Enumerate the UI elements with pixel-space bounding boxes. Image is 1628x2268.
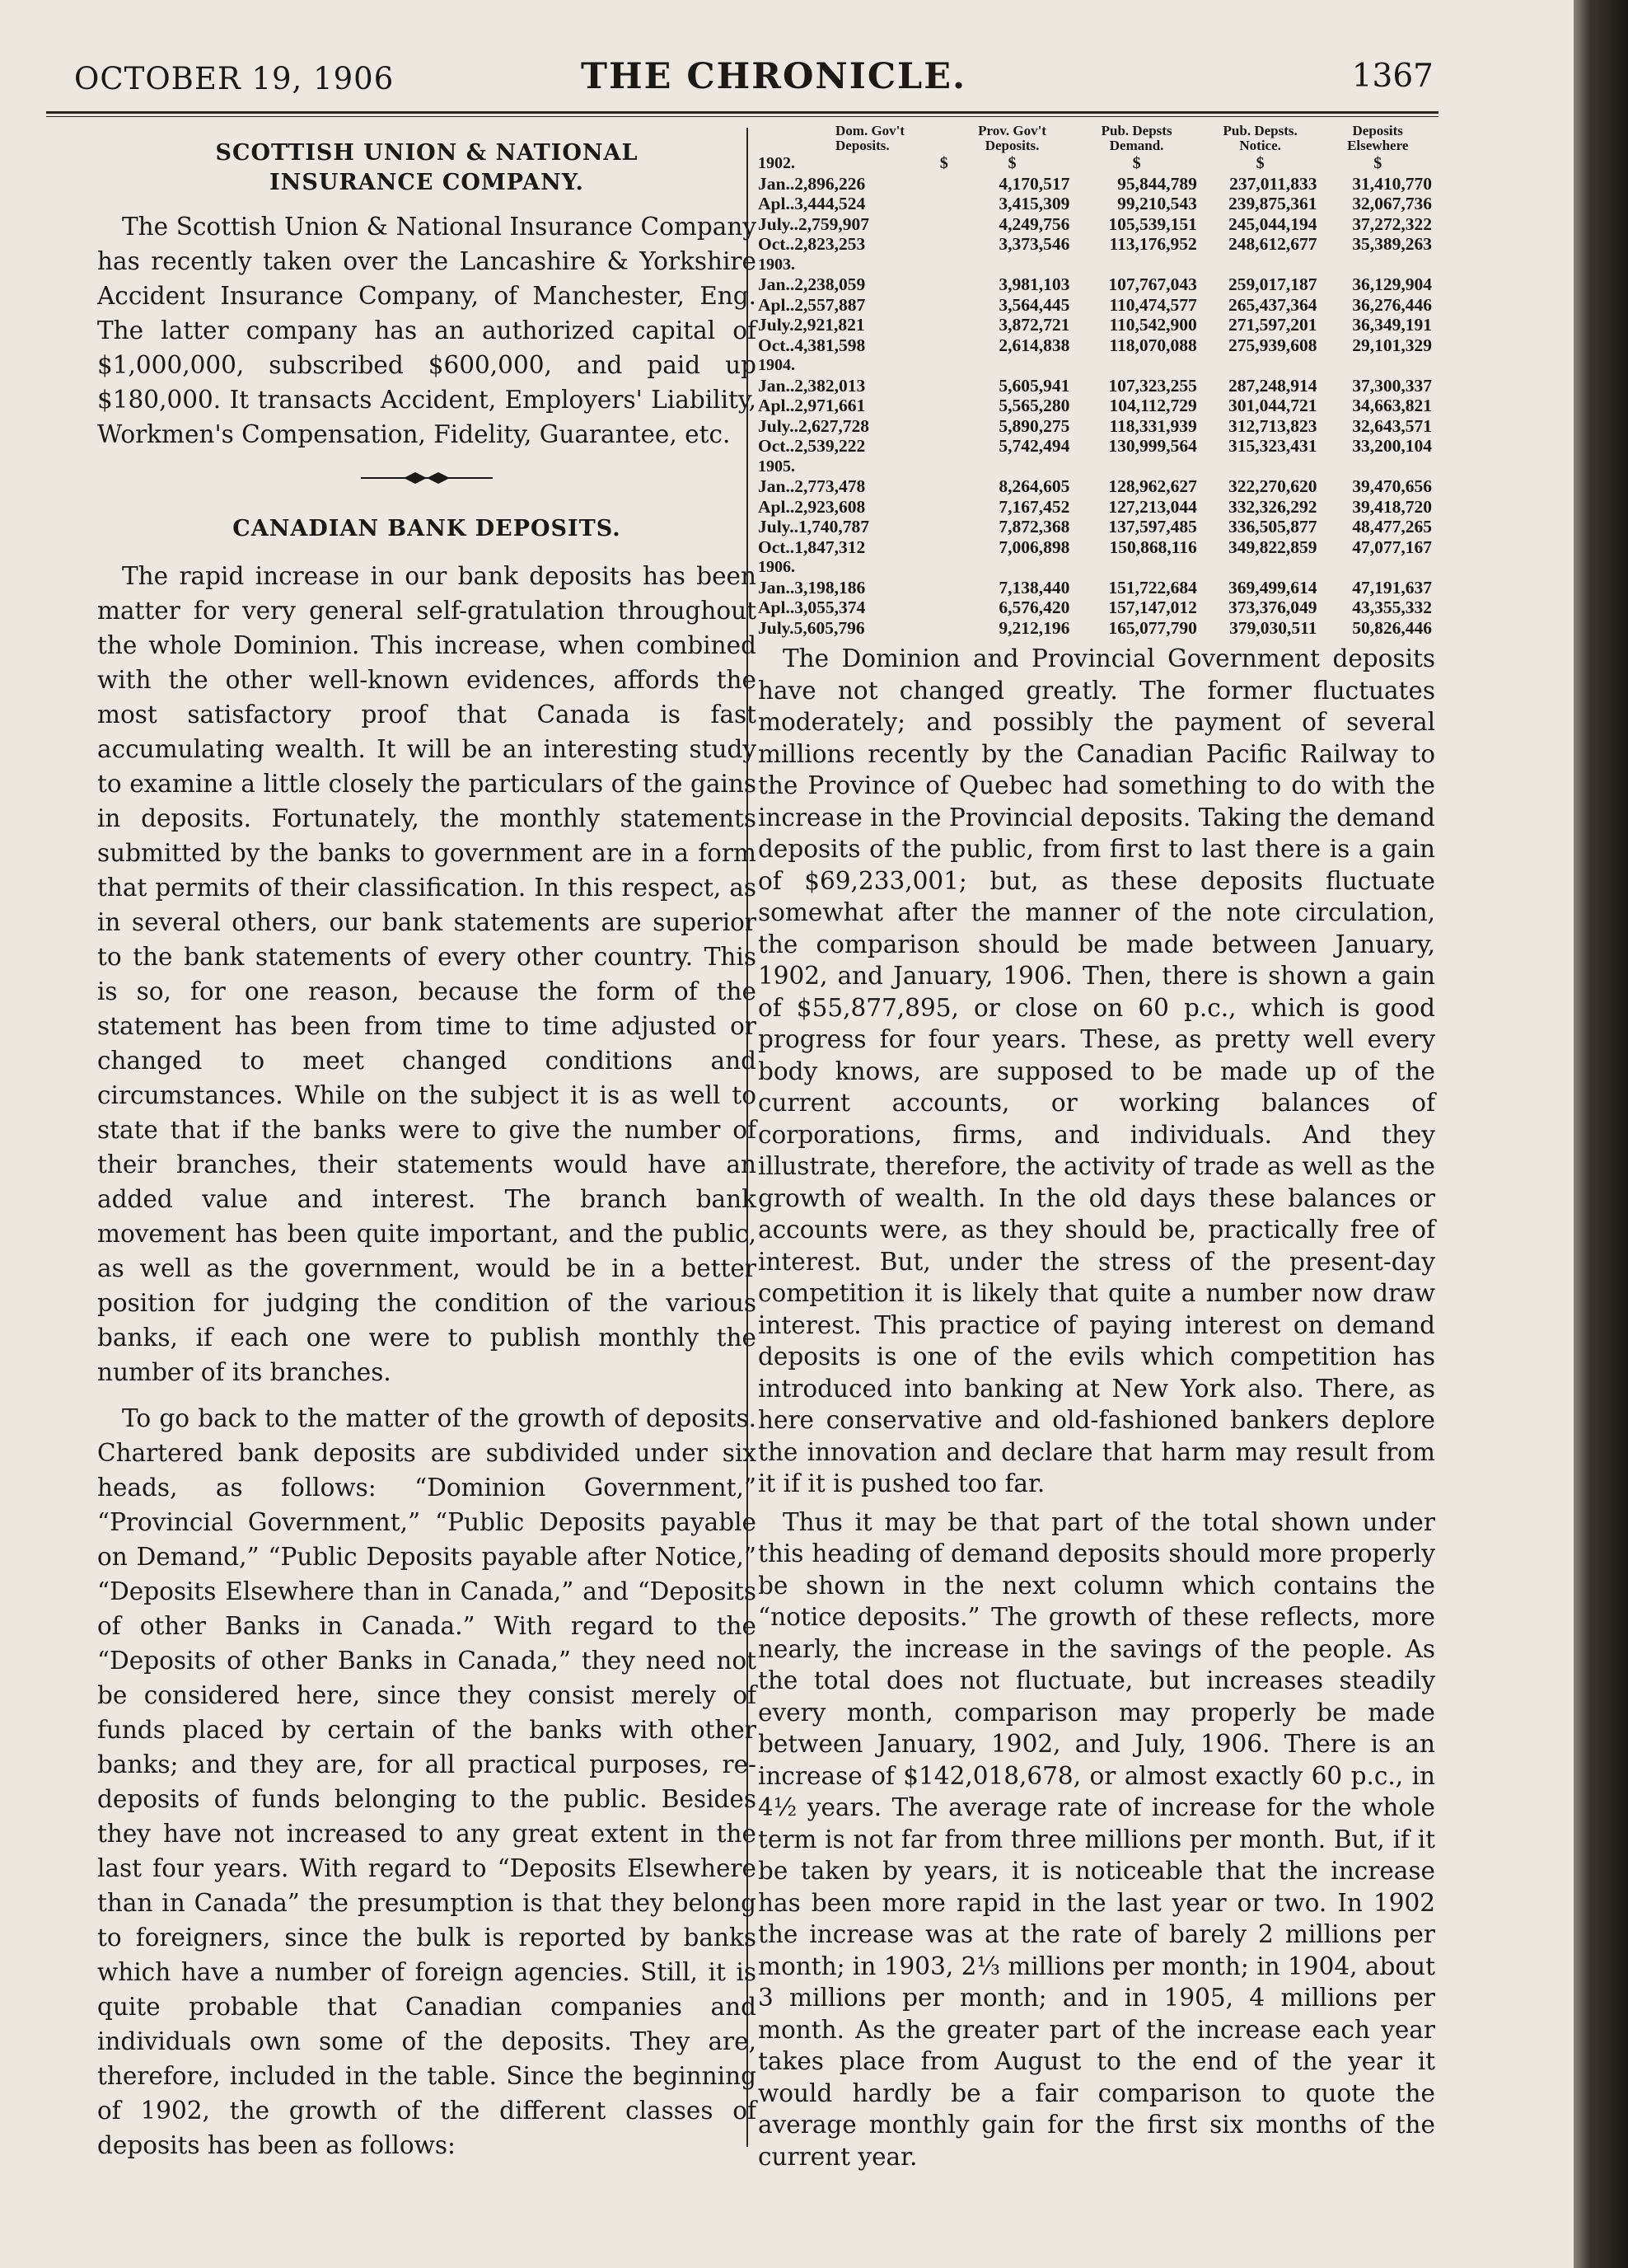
- prov-gov-value: 4,170,517: [999, 173, 1070, 194]
- elsewhere-value: 36,349,191: [1352, 315, 1432, 335]
- elsewhere-value: 37,300,337: [1352, 375, 1432, 396]
- right-paragraph-2: Thus it may be that part of the total shown under this heading of demand deposits should more properly be shown in the next column which contains the “notice deposits.” The growth of these reflects, more nearly, the increase in the savings of the people. As the total does not fluctuate, but increases steadily every month, comparison may properly be made between January, 1902, and July, 1906. There is an increase of $142,018,678, or almost exactly 60 p.c., in 4½ years. The average rate of increase for the whole term is not far from three millions per month. But, if it be taken by years, it is noticeable that the increase has been more rapid in the last year or two. In 1902 the increase was at the rate of barely 2 millions per month; in 1903, 2⅓ millions per month; in 1904, about 3 millions per month; and in 1905, 4 millions per month. As the greater part of the increase each year takes place from August to the end of the year it would hardly be a fair comparison to quote the average monthly gain for the first six months of the current year.: [758, 1507, 1435, 2171]
- book-binding-edge: [1574, 0, 1628, 2268]
- spacer-cell: [1073, 557, 1200, 578]
- table-row: [758, 618, 1435, 639]
- col-header-elsewhere: Deposits Elsewhere: [1347, 123, 1409, 153]
- pub-notice-value: 239,875,361: [1228, 194, 1317, 213]
- pub-notice-value: 265,437,364: [1228, 294, 1317, 315]
- pub-notice-value: 248,612,677: [1228, 234, 1317, 254]
- header-rule-thin: [46, 116, 1439, 117]
- spacer-cell: [952, 255, 1074, 275]
- spacer-cell: [835, 355, 952, 376]
- year-label: 1902.: [758, 154, 795, 172]
- dom-gov-value: 2,921,821: [793, 315, 865, 335]
- prov-gov-value: 2,614,838: [999, 335, 1070, 355]
- currency-symbol: $: [1256, 154, 1265, 172]
- table-row: [758, 497, 1435, 518]
- pub-notice-value: 373,376,049: [1228, 597, 1317, 617]
- dom-gov-value: 1,847,312: [794, 537, 866, 557]
- month-cell: [758, 234, 952, 255]
- dom-gov-value: 2,627,728: [798, 415, 869, 436]
- prov-gov-value: 7,138,440: [999, 577, 1070, 597]
- header-page-number: 1367: [1351, 58, 1434, 95]
- spacer-cell: [1200, 457, 1321, 477]
- table-row: [758, 274, 1435, 295]
- month-cell: [758, 174, 952, 194]
- col-header-dom-gov: Dom. Gov't Deposits.: [835, 123, 905, 153]
- table-row: [758, 537, 1435, 558]
- pub-notice-value: 336,505,877: [1228, 517, 1317, 537]
- dom-gov-value: 2,923,608: [794, 496, 866, 517]
- pub-notice-value: 287,248,914: [1228, 375, 1317, 396]
- currency-symbol: $: [1132, 154, 1141, 172]
- pub-notice-value: 237,011,833: [1229, 173, 1317, 194]
- pub-notice-value: 349,822,859: [1228, 537, 1317, 557]
- table-row: [758, 174, 1435, 194]
- table-row: [758, 476, 1435, 497]
- month-label: Apl..: [758, 194, 795, 213]
- month-cell: [758, 396, 952, 416]
- month-cell: [758, 517, 952, 537]
- table-body: [758, 153, 1435, 638]
- canadian-paragraph-2: To go back to the matter of the growth of deposits. Chartered bank deposits are subdivided under six heads, as follows: “Dominion Government,” “Provincial Government,” “Public Deposits payable on Demand,” “Public Deposits payable after Notice,” “Deposits Elsewhere than in Canada,” and “Deposits of other Banks in Canada.” With regard to the “Deposits of other Banks in Canada,” they need not be considered here, since they consist merely of funds placed by certain of the banks with other banks; and they are, for all practical purposes, re-deposits of funds belonging to the public. Besides they have not increased to any great extent in the last four years. With regard to “Deposits Elsewhere than in Canada” the presumption is that they belong to foreigners, since the bulk is reported by banks which have a number of foreign agencies. Still, it is quite probable that Canadian companies and individuals own some of the deposits. They are, therefore, included in the table. Since the beginning of 1902, the growth of the different classes of deposits has been as follows:: [97, 1404, 756, 2159]
- currency-symbol: $: [1008, 154, 1017, 172]
- spacer-cell: [1320, 255, 1435, 275]
- spacer-cell: [1200, 355, 1321, 376]
- pub-notice-value: 332,326,292: [1228, 496, 1317, 517]
- pub-notice-value: 369,499,614: [1228, 577, 1317, 597]
- month-cell: [758, 578, 952, 598]
- spacer-cell: [835, 457, 952, 477]
- spacer-cell: [952, 355, 1074, 376]
- prov-gov-value: 7,006,898: [999, 537, 1070, 557]
- table-row: [758, 416, 1435, 437]
- pub-demand-value: 128,962,627: [1108, 476, 1197, 496]
- spacer-cell: [1320, 457, 1435, 477]
- table-year-row: [758, 457, 1435, 477]
- pub-notice-value: 312,713,823: [1228, 415, 1317, 436]
- pub-demand-value: 137,597,485: [1108, 517, 1197, 537]
- month-cell: [758, 416, 952, 437]
- spacer-cell: [1073, 255, 1200, 275]
- elsewhere-value: 47,077,167: [1352, 537, 1432, 557]
- prov-gov-value: 3,981,103: [999, 274, 1070, 294]
- pub-demand-value: 95,844,789: [1117, 173, 1197, 194]
- pub-demand-value: 118,331,939: [1109, 415, 1197, 436]
- pub-demand-value: 107,323,255: [1108, 375, 1197, 396]
- pub-notice-value: 379,030,511: [1229, 617, 1317, 638]
- col-header-pub-notice: Pub. Depsts. Notice.: [1223, 123, 1298, 153]
- pub-demand-value: 113,176,952: [1109, 234, 1197, 254]
- table-row: [758, 578, 1435, 598]
- month-cell: [758, 618, 952, 639]
- table-row: [758, 396, 1435, 416]
- table-row: [758, 315, 1435, 335]
- elsewhere-value: 29,101,329: [1352, 335, 1432, 355]
- table-row: [758, 295, 1435, 316]
- month-cell: [758, 315, 952, 335]
- pub-demand-value: 105,539,151: [1108, 213, 1197, 234]
- elsewhere-value: 39,470,656: [1352, 476, 1432, 496]
- prov-gov-value: 6,576,420: [999, 597, 1070, 617]
- elsewhere-value: 50,826,446: [1352, 617, 1432, 638]
- table-year-row: [758, 153, 1435, 174]
- prov-gov-value: 3,415,309: [999, 194, 1070, 213]
- right-column: [758, 124, 1435, 2172]
- elsewhere-value: 37,272,322: [1352, 213, 1432, 234]
- dom-gov-value: 2,539,222: [794, 436, 866, 456]
- elsewhere-value: 35,389,263: [1352, 234, 1432, 254]
- month-label: Jan..: [758, 274, 795, 294]
- dom-gov-value: 2,773,478: [794, 476, 866, 496]
- month-label: Jan..: [758, 476, 795, 496]
- pub-demand-value: 130,999,564: [1108, 436, 1197, 456]
- pub-demand-value: 150,868,116: [1109, 537, 1197, 557]
- prov-gov-value: 5,605,941: [999, 375, 1070, 396]
- elsewhere-value: 32,643,571: [1352, 415, 1432, 436]
- year-label: 1905.: [758, 457, 795, 476]
- spacer-cell: [952, 557, 1074, 578]
- scottish-paragraph: The Scottish Union & National Insurance Company has recently taken over the Lancashire & Yorkshire Accident Insurance Company, of Manchester, Eng. The latter company has an authorized capital of $1,000,000, subscribed $600,000, and paid up $180,000. It transacts Accident, Employers' Liability, Workmen's Compensation, Fidelity, Guarantee, etc.: [97, 213, 756, 448]
- pub-notice-value: 315,323,431: [1228, 436, 1317, 456]
- scottish-heading: SCOTTISH UNION & NATIONAL INSURANCE COMPANY.: [215, 140, 639, 195]
- month-label: Jan..: [758, 577, 795, 597]
- spacer-cell: [952, 457, 1074, 477]
- header-title: THE CHRONICLE.: [581, 56, 967, 97]
- month-label: Oct..: [758, 234, 795, 254]
- page-header: [41, 33, 1434, 99]
- month-cell: [758, 214, 952, 235]
- pub-demand-value: 104,112,729: [1109, 396, 1197, 415]
- section-ornament: [97, 468, 756, 493]
- table-row: [758, 234, 1435, 255]
- spacer-cell: [1320, 355, 1435, 376]
- dom-gov-value: 1,740,787: [798, 517, 869, 537]
- dom-gov-value: 2,238,059: [794, 274, 866, 294]
- pub-demand-value: 110,542,900: [1109, 315, 1197, 335]
- month-cell: [758, 497, 952, 518]
- pub-demand-value: 99,210,543: [1117, 194, 1197, 213]
- prov-gov-value: 3,373,546: [999, 234, 1070, 254]
- table-row: [758, 436, 1435, 457]
- prov-gov-value: 5,742,494: [999, 436, 1070, 456]
- month-cell: [758, 597, 952, 618]
- prov-gov-value: 5,565,280: [999, 396, 1070, 415]
- table-row: [758, 335, 1435, 356]
- header-date: OCTOBER 19, 1906: [74, 61, 395, 96]
- elsewhere-value: 33,200,104: [1352, 436, 1432, 456]
- elsewhere-value: 36,129,904: [1352, 274, 1432, 294]
- elsewhere-value: 34,663,821: [1352, 396, 1432, 415]
- dom-gov-value: 4,381,598: [794, 335, 866, 355]
- month-cell: [758, 436, 952, 457]
- table-row: [758, 194, 1435, 214]
- table-row: [758, 597, 1435, 618]
- dom-gov-value: 5,605,796: [793, 617, 865, 638]
- table-row: [758, 517, 1435, 537]
- left-column: [97, 132, 756, 2163]
- col-header-prov-gov: Prov. Gov't Deposits.: [978, 123, 1046, 153]
- elsewhere-value: 47,191,637: [1352, 577, 1432, 597]
- right-paragraph-1: The Dominion and Provincial Government deposits have not changed greatly. The former fluctuates moderately; and possibly the payment of several millions recently by the Canadian Pacific Railway to the Province of Quebec had something to do with the increase in the Provincial deposits. Taking the demand deposits of the public, from first to last there is a gain of $69,233,001; but, as these deposits fluctuate somewhat after the manner of the note circulation, the comparison should be made between January, 1902, and January, 1906. Then, there is shown a gain of $55,877,895, or close on 60 p.c., which is good progress for four years. These, as pretty well every body knows, are supposed to be made up of the current accounts, or working balances of corporations, firms, and individuals. And they illustrate, therefore, the activity of trade as well as the growth of wealth. In the old days these balances or accounts were, as they should be, practically free of interest. But, under the stress of the present-day competition it is likely that quite a number now draw interest. This practice of paying interest on demand deposits is one of the evils which competition has introduced into banking at New York also. There, as here conservative and old-fashioned bankers deplore the innovation and declare that harm may result from it if it is pushed too far.: [758, 644, 1435, 1497]
- elsewhere-value: 31,410,770: [1352, 173, 1432, 194]
- prov-gov-value: 4,249,756: [999, 213, 1070, 234]
- month-label: July..: [758, 415, 798, 436]
- month-cell: [758, 194, 952, 214]
- prov-gov-value: 5,890,275: [999, 415, 1070, 436]
- currency-symbol: $: [939, 154, 948, 172]
- spacer-cell: [1073, 355, 1200, 376]
- pub-notice-value: 245,044,194: [1228, 213, 1317, 234]
- spacer-cell: [1320, 557, 1435, 578]
- pub-demand-value: 127,213,044: [1108, 496, 1197, 517]
- dom-gov-value: 2,382,013: [794, 375, 866, 396]
- table-year-row: [758, 355, 1435, 376]
- table-year-row: [758, 255, 1435, 275]
- dom-gov-value: 2,823,253: [794, 234, 866, 254]
- prov-gov-value: 8,264,605: [999, 476, 1070, 496]
- dom-gov-value: 3,198,186: [794, 577, 866, 597]
- dom-gov-value: 2,896,226: [794, 173, 866, 194]
- spacer-cell: [835, 557, 952, 578]
- pub-demand-value: 110,474,577: [1109, 294, 1197, 315]
- month-cell: [758, 476, 952, 497]
- ornament-rule-icon: [361, 469, 493, 487]
- currency-symbol: $: [1373, 154, 1382, 172]
- spacer-cell: [1200, 255, 1321, 275]
- dom-gov-value: 2,971,661: [794, 396, 866, 415]
- header-rule: [46, 111, 1439, 114]
- month-label: July..: [758, 213, 798, 234]
- month-cell: [758, 274, 952, 295]
- elsewhere-value: 39,418,720: [1352, 496, 1432, 517]
- spacer-cell: [835, 255, 952, 275]
- col-header-pub-demand: Pub. Depsts Demand.: [1101, 123, 1172, 153]
- elsewhere-value: 43,355,332: [1352, 597, 1432, 617]
- prov-gov-value: 7,872,368: [999, 517, 1070, 537]
- month-label: July.: [758, 315, 794, 335]
- month-label: Apl..: [758, 597, 795, 617]
- month-label: Jan..: [758, 173, 795, 194]
- table-header-row: [758, 124, 1435, 153]
- year-label: 1904.: [758, 356, 795, 374]
- pub-notice-value: 275,939,608: [1228, 335, 1317, 355]
- table-year-row: [758, 557, 1435, 578]
- month-label: Oct..: [758, 436, 795, 456]
- year-label: 1906.: [758, 558, 795, 576]
- pub-demand-value: 165,077,790: [1108, 617, 1197, 638]
- table-row: [758, 214, 1435, 235]
- pub-demand-value: 151,722,684: [1108, 577, 1197, 597]
- month-cell: [758, 537, 952, 558]
- pub-demand-value: 118,070,088: [1109, 335, 1197, 355]
- elsewhere-value: 48,477,265: [1352, 517, 1432, 537]
- month-label: Apl..: [758, 294, 795, 315]
- month-label: July..: [758, 517, 798, 537]
- prov-gov-value: 3,564,445: [999, 294, 1070, 315]
- prov-gov-value: 7,167,452: [999, 496, 1070, 517]
- canadian-paragraph-1: The rapid increase in our bank deposits has been matter for very general self-gratulation throughout the whole Dominion. This increase, when combined with the other well-known evidences, affords the most satisfactory proof that Canada is fast accumulating wealth. It will be an interesting study to examine a little closely the particulars of the gains in deposits. Fortunately, the monthly statements submitted by the banks to government are in a form that permits of their classification. In this respect, as in several others, our bank statements are superior to the bank statements of every other country. This is so, for one reason, because the form of the statement has been from time to time adjusted or changed to meet changed conditions and circumstances. While on the subject it is as well to state that if the banks were to give the number of their branches, their statements would have an added value and interest. The branch bank movement has been quite important, and the public, as well as the government, would be in a better position for judging the condition of the various banks, if each one were to publish monthly the number of its branches.: [97, 562, 756, 1386]
- month-label: Apl..: [758, 396, 795, 415]
- dom-gov-value: 2,557,887: [794, 294, 866, 315]
- pub-demand-value: 157,147,012: [1108, 597, 1197, 617]
- month-cell: [758, 295, 952, 316]
- prov-gov-value: 3,872,721: [999, 315, 1070, 335]
- deposits-table: [758, 124, 1435, 638]
- canadian-heading: CANADIAN BANK DEPOSITS.: [232, 516, 621, 541]
- pub-notice-value: 259,017,187: [1228, 274, 1317, 294]
- pub-demand-value: 107,767,043: [1108, 274, 1197, 294]
- elsewhere-value: 36,276,446: [1352, 294, 1432, 315]
- month-label: Jan..: [758, 375, 795, 396]
- table-row: [758, 376, 1435, 396]
- dom-gov-value: 3,055,374: [794, 597, 866, 617]
- month-label: Apl..: [758, 496, 795, 517]
- month-label: July.: [758, 617, 794, 638]
- month-cell: [758, 376, 952, 396]
- dom-gov-value: 2,759,907: [798, 213, 869, 234]
- dom-gov-value: 3,444,524: [794, 194, 866, 213]
- month-label: Oct..: [758, 537, 795, 557]
- pub-notice-value: 322,270,620: [1228, 476, 1317, 496]
- year-label: 1903.: [758, 255, 795, 274]
- month-cell: [758, 335, 952, 356]
- pub-notice-value: 271,597,201: [1228, 315, 1317, 335]
- pub-notice-value: 301,044,721: [1228, 396, 1317, 415]
- elsewhere-value: 32,067,736: [1352, 194, 1432, 213]
- spacer-cell: [1200, 557, 1321, 578]
- prov-gov-value: 9,212,196: [999, 617, 1070, 638]
- month-label: Oct..: [758, 335, 795, 355]
- spacer-cell: [1073, 457, 1200, 477]
